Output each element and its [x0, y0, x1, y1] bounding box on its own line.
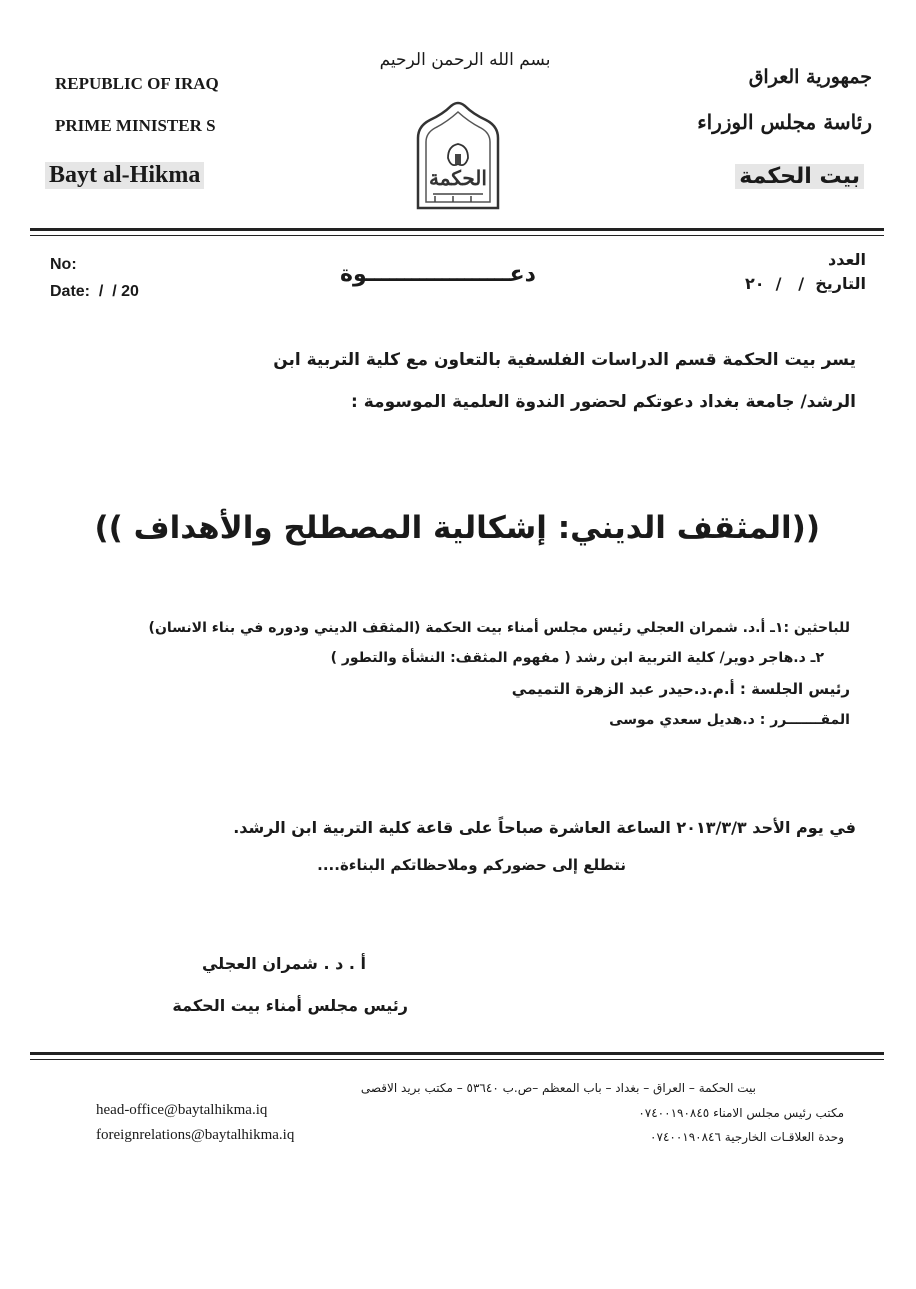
ar-date-label: التاريخ / / ٢٠: [745, 274, 866, 293]
document-title: دعـــــــــــــــــــوة: [340, 262, 536, 287]
header-ar-line2: رئاسة مجلس الوزراء: [697, 110, 872, 134]
intro-line2: الرشد/ جامعة بغداد دعوتكم لحضور الندوة العلمية الموسومة :: [351, 392, 856, 412]
speakers-line2: ٢ـ د.هاجر دوير/ كلية التربية ابن رشد ( مفهوم المثقف: النشأة والتطور ): [330, 650, 824, 666]
footer-phone-chairman: مكتب رئيس مجلس الامناء ٠٧٤٠٠١٩٠٨٤٥: [638, 1106, 844, 1120]
header-rule-thin: [30, 235, 884, 236]
session-chair: رئيس الجلسة : أ.م.د.حيدر عبد الزهرة التميمي: [511, 680, 850, 698]
schedule-line1: في يوم الأحد ٢٠١٣/٣/٣ الساعة العاشرة صباحاً على قاعة كلية التربية ابن الرشد.: [233, 818, 856, 837]
header-en-line1: REPUBLIC OF IRAQ: [55, 74, 219, 93]
header-en-line2: PRIME MINISTER S: [55, 116, 216, 135]
no-label: No:: [50, 256, 77, 273]
schedule-line2: نتطلع إلى حضوركم وملاحظاتكم البناءة....: [317, 856, 626, 874]
bayt-al-hikma-logo: [403, 98, 513, 213]
seminar-title: ((المثقف الديني: إشكالية المصطلح والأهداف )): [94, 510, 820, 546]
session-rapporteur: المقـــــــرر : د.هديل سعدي موسى: [609, 712, 850, 728]
footer-phone-foreign: وحدة العلاقـات الخارجية ٠٧٤٠٠١٩٠٨٤٦: [650, 1130, 844, 1144]
header-rule-thick: [30, 228, 884, 231]
basmala: بسم الله الرحمن الرحيم: [379, 50, 551, 70]
logo-text: الحكمة: [429, 166, 487, 190]
speakers-line1: للباحثين :١ـ أ.د. شمران العجلي رئيس مجلس أمناء بيت الحكمة (المثقف الديني ودوره في بناء الانسان): [148, 620, 850, 636]
footer-email-head-office[interactable]: head-office@baytalhikma.iq: [96, 1102, 268, 1118]
logo-emblem-icon: [403, 98, 513, 213]
signatory-title: رئيس مجلس أمناء بيت الحكمة: [172, 996, 408, 1015]
footer-email-foreign-relations[interactable]: foreignrelations@baytalhikma.iq: [96, 1127, 295, 1143]
header-ar-line1: جمهورية العراق: [748, 66, 872, 88]
footer-address: بيت الحكمة – العراق – بغداد – باب المعظم –ص.ب ٥٣٦٤٠ – مكتب بريد الاقصى: [360, 1081, 756, 1095]
signatory-name: أ . د . شمران العجلي: [201, 954, 366, 973]
ar-no-label: العدد: [828, 250, 866, 269]
footer-rule-thin: [30, 1059, 884, 1060]
date-label: Date: / / 20: [50, 283, 139, 300]
intro-line1: يسر بيت الحكمة قسم الدراسات الفلسفية بالتعاون مع كلية التربية ابن: [273, 350, 856, 370]
header-en-line3: Bayt al-Hikma: [45, 162, 204, 189]
footer-rule-thick: [30, 1052, 884, 1055]
header-ar-line3: بيت الحكمة: [735, 164, 864, 189]
